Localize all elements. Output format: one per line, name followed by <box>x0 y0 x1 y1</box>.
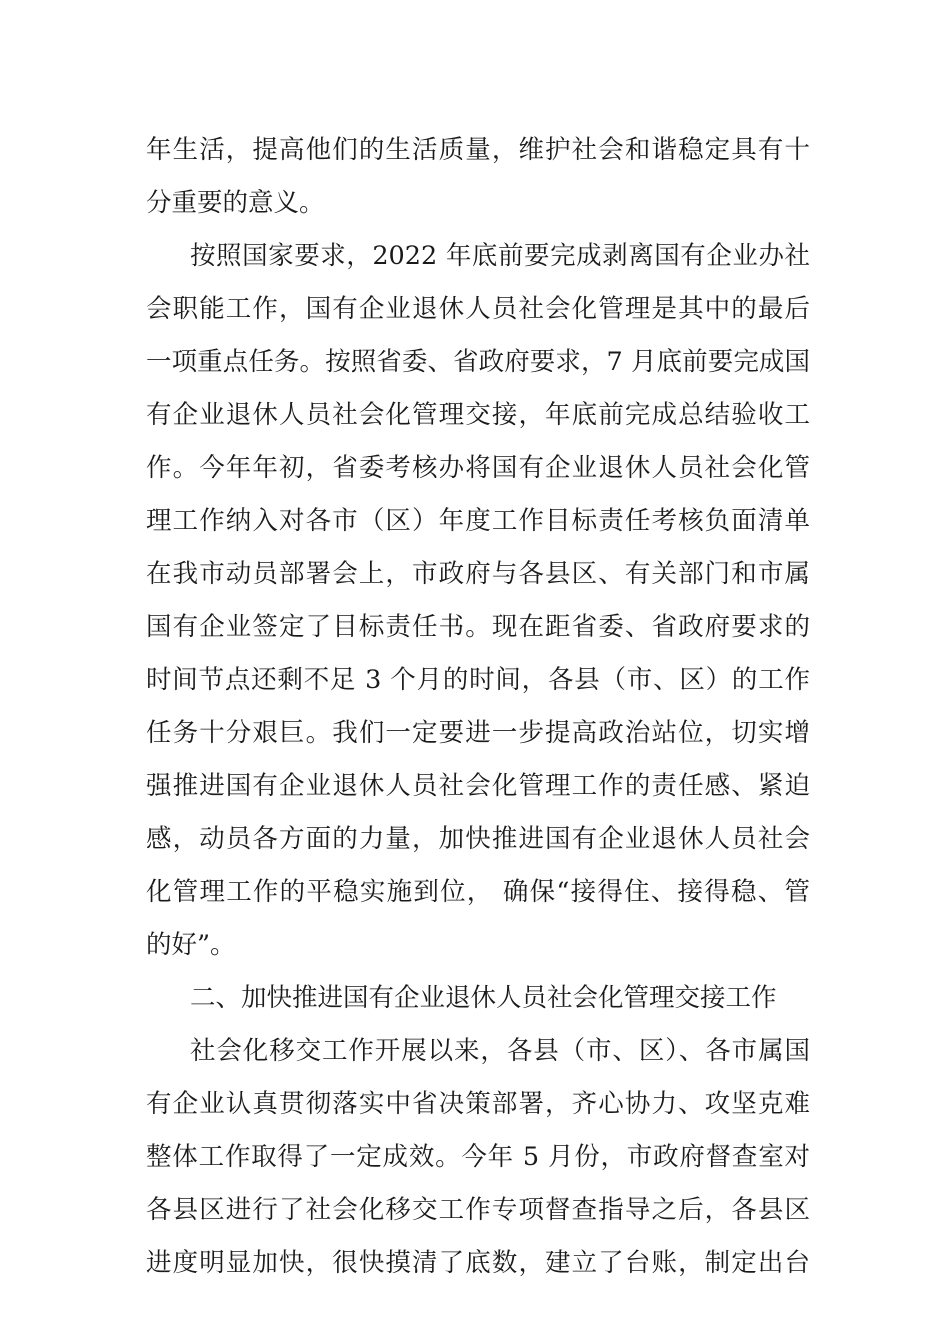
text-line: 一项重点任务。按照省委、省政府要求，7 月底前要完成国 <box>146 347 810 377</box>
text-line: 社会化移交工作开展以来，各县（市、区）、各市属国 <box>190 1036 810 1066</box>
text-line: 任务十分艰巨。我们一定要进一步提高政治站位，切实增 <box>146 718 810 748</box>
paragraph-2 <box>146 230 810 972</box>
text-line: 有企业认真贯彻落实中省决策部署，齐心协力、攻坚克难 <box>146 1089 810 1119</box>
text-line: 理工作纳入对各市（区）年度工作目标责任考核负面清单 <box>146 506 810 536</box>
text-line: 按照国家要求，2022 年底前要完成剥离国有企业办社 <box>190 241 810 271</box>
heading-text: 二、加快推进国有企业退休人员社会化管理交接工作 <box>190 983 777 1013</box>
text-line: 整体工作取得了一定成效。今年 5 月份，市政府督查室对 <box>146 1142 810 1172</box>
text-line: 各县区进行了社会化移交工作专项督查指导之后，各县区 <box>146 1195 810 1225</box>
text-line: 的好”。 <box>146 930 236 960</box>
paragraph-3 <box>146 1025 810 1290</box>
text-line: 国有企业签定了目标责任书。现在距省委、省政府要求的 <box>146 612 810 642</box>
text-line: 年生活，提高他们的生活质量，维护社会和谐稳定具有十 <box>146 135 810 165</box>
text-line: 感，动员各方面的力量，加快推进国有企业退休人员社会 <box>146 824 810 854</box>
text-line: 化管理工作的平稳实施到位， 确保“接得住、接得稳、管 <box>146 877 810 907</box>
paragraph-1 <box>146 124 810 230</box>
text-line: 有企业退休人员社会化管理交接，年底前完成总结验收工 <box>146 400 810 430</box>
text-line: 时间节点还剩不足 3 个月的时间，各县（市、区）的工作 <box>146 665 810 695</box>
text-line: 会职能工作，国有企业退休人员社会化管理是其中的最后 <box>146 294 810 324</box>
text-line: 分重要的意义。 <box>146 188 325 218</box>
text-line: 强推进国有企业退休人员社会化管理工作的责任感、紧迫 <box>146 771 810 801</box>
section-heading <box>146 972 810 1025</box>
text-line: 作。今年年初，省委考核办将国有企业退休人员社会化管 <box>146 453 810 483</box>
document-body <box>146 124 810 1290</box>
text-line: 在我市动员部署会上，市政府与各县区、有关部门和市属 <box>146 559 810 589</box>
text-line: 进度明显加快，很快摸清了底数，建立了台账，制定出台 <box>146 1248 810 1278</box>
